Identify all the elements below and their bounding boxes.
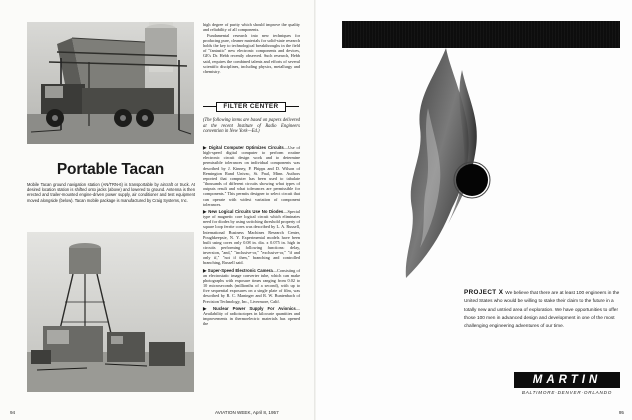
paragraph: high degree of purity which should improve the quality and reliability of all components.	[203, 22, 300, 33]
filter-intro: (The following items are based on papers delivered at the recent Institute of Radio Engineers convention in New York—Ed.)	[203, 118, 300, 135]
tacan-truck-photo	[27, 22, 194, 144]
filter-items	[203, 145, 300, 327]
filter-center-title: FILTER CENTER	[216, 102, 286, 112]
item-title: ▶ Nuclear Power Supply For Avionics	[203, 305, 296, 311]
photo-caption: Mobile Tacan ground navigation station (AN/TRN-6) is transportable by aircraft or truck. At desired location station is shifted onto jacks (above) and lowered to ground. Antenna is then erected and trailer-mounted engine-driven power supply, air conditioner and test equipment moved alongside (below). Tacan mobile package is manufactured by Craig Systems, Inc.	[27, 182, 195, 203]
ad-body-copy	[464, 289, 620, 331]
divider	[203, 106, 216, 107]
logo-tagline: BALTIMORE·DENVER·ORLANDO	[521, 390, 613, 395]
item-text: —Use of high-speed digital computer to perform routine electronic circuit design work and to determine permissible tolerances on individual components was described by J. Kinney, P. Phipps and D. Wilson of Remington Rand Univac, St. Paul, Minn. Authors reported that computer has been used to tabulate "thousands of different circuits showing what types of outputs result and what tolerances are permissible for components." This permits designer to select circuit that can operate with widest variation of component tolerances.	[203, 145, 300, 207]
list-item	[203, 145, 300, 207]
list-item	[203, 268, 300, 304]
item-text: —Special type of magnetic core logical circuit which eliminates need for diodes by using switching threshold property of square loop ferrite cores was described by L. A. Russell, International Business Machines Research Center, Poughkeepsie, N. Y. Experimental models have been built using cores only 0.08 in. dia. x 0.075 in. high in circuits performing following functions: delay, inversion, "and," "inclusive-or," "exclusive-or," "if and only if," "not if then," branching and controlled branching, Russell said.	[203, 208, 300, 266]
item-title: ▶ Digital Computer Optimizes Circuits	[203, 145, 284, 150]
divider	[286, 106, 299, 107]
ad-body: We believe that there are at least 100 engineers in the United States who would be willing to stake their claim to the future in a totally new and untried area of exploration. We have opportunities to offer those 100 men in advanced design and development in one of the most challenging engineering adventures of our time.	[464, 291, 620, 330]
paragraph: Fundamental research into new techniques for producing pure, cleaner materials for solid-state research holds the key to technological breakthroughs in the field of "fantastic" new electronic components and devices, GE's Dr. Hebb recently observed. Such research, Hebb said, requires the combined talents and efforts of several scientific disciplines, including physics, metallurgy and chemistry.	[203, 32, 300, 74]
logo-wordmark: MARTIN	[532, 374, 602, 386]
right-page	[316, 0, 632, 420]
article-headline: Portable Tacan	[56, 161, 165, 178]
publication-footer: AVIATION WEEK, April 8, 1957	[215, 410, 279, 415]
page-number-left: 94	[10, 410, 16, 415]
list-item	[203, 209, 300, 266]
item-title: ▶ Super-Speed Electronic Camera	[203, 267, 273, 273]
flame-illustration	[376, 48, 506, 278]
tacan-station-photo	[27, 232, 194, 392]
martin-logo	[514, 372, 620, 388]
page-number-right: 95	[618, 410, 624, 415]
ad-heading: PROJECT X	[464, 289, 504, 296]
ad-black-banner	[342, 21, 620, 48]
item-title: ▶ New Logical Circuits Use No Diodes	[203, 208, 284, 214]
item-text: —Consisting of an electrostatic image converter tube, which can make photographs with exposure times ranging from 0.02 to 10 microseconds (millionths of a second), with up to five sequential exposures on a single plate of film, was described by R. C. Maninger and R. W. Buntenbach of Precision Technology, Inc., Livermore, Calif.	[203, 267, 300, 304]
list-item	[203, 306, 300, 327]
filter-center-banner	[203, 99, 299, 114]
article-column-top	[203, 22, 300, 75]
item-text: —Availability of radioisotopes in kilocurie quantities and improvements in thermoelectric materials has opened the	[203, 305, 300, 327]
